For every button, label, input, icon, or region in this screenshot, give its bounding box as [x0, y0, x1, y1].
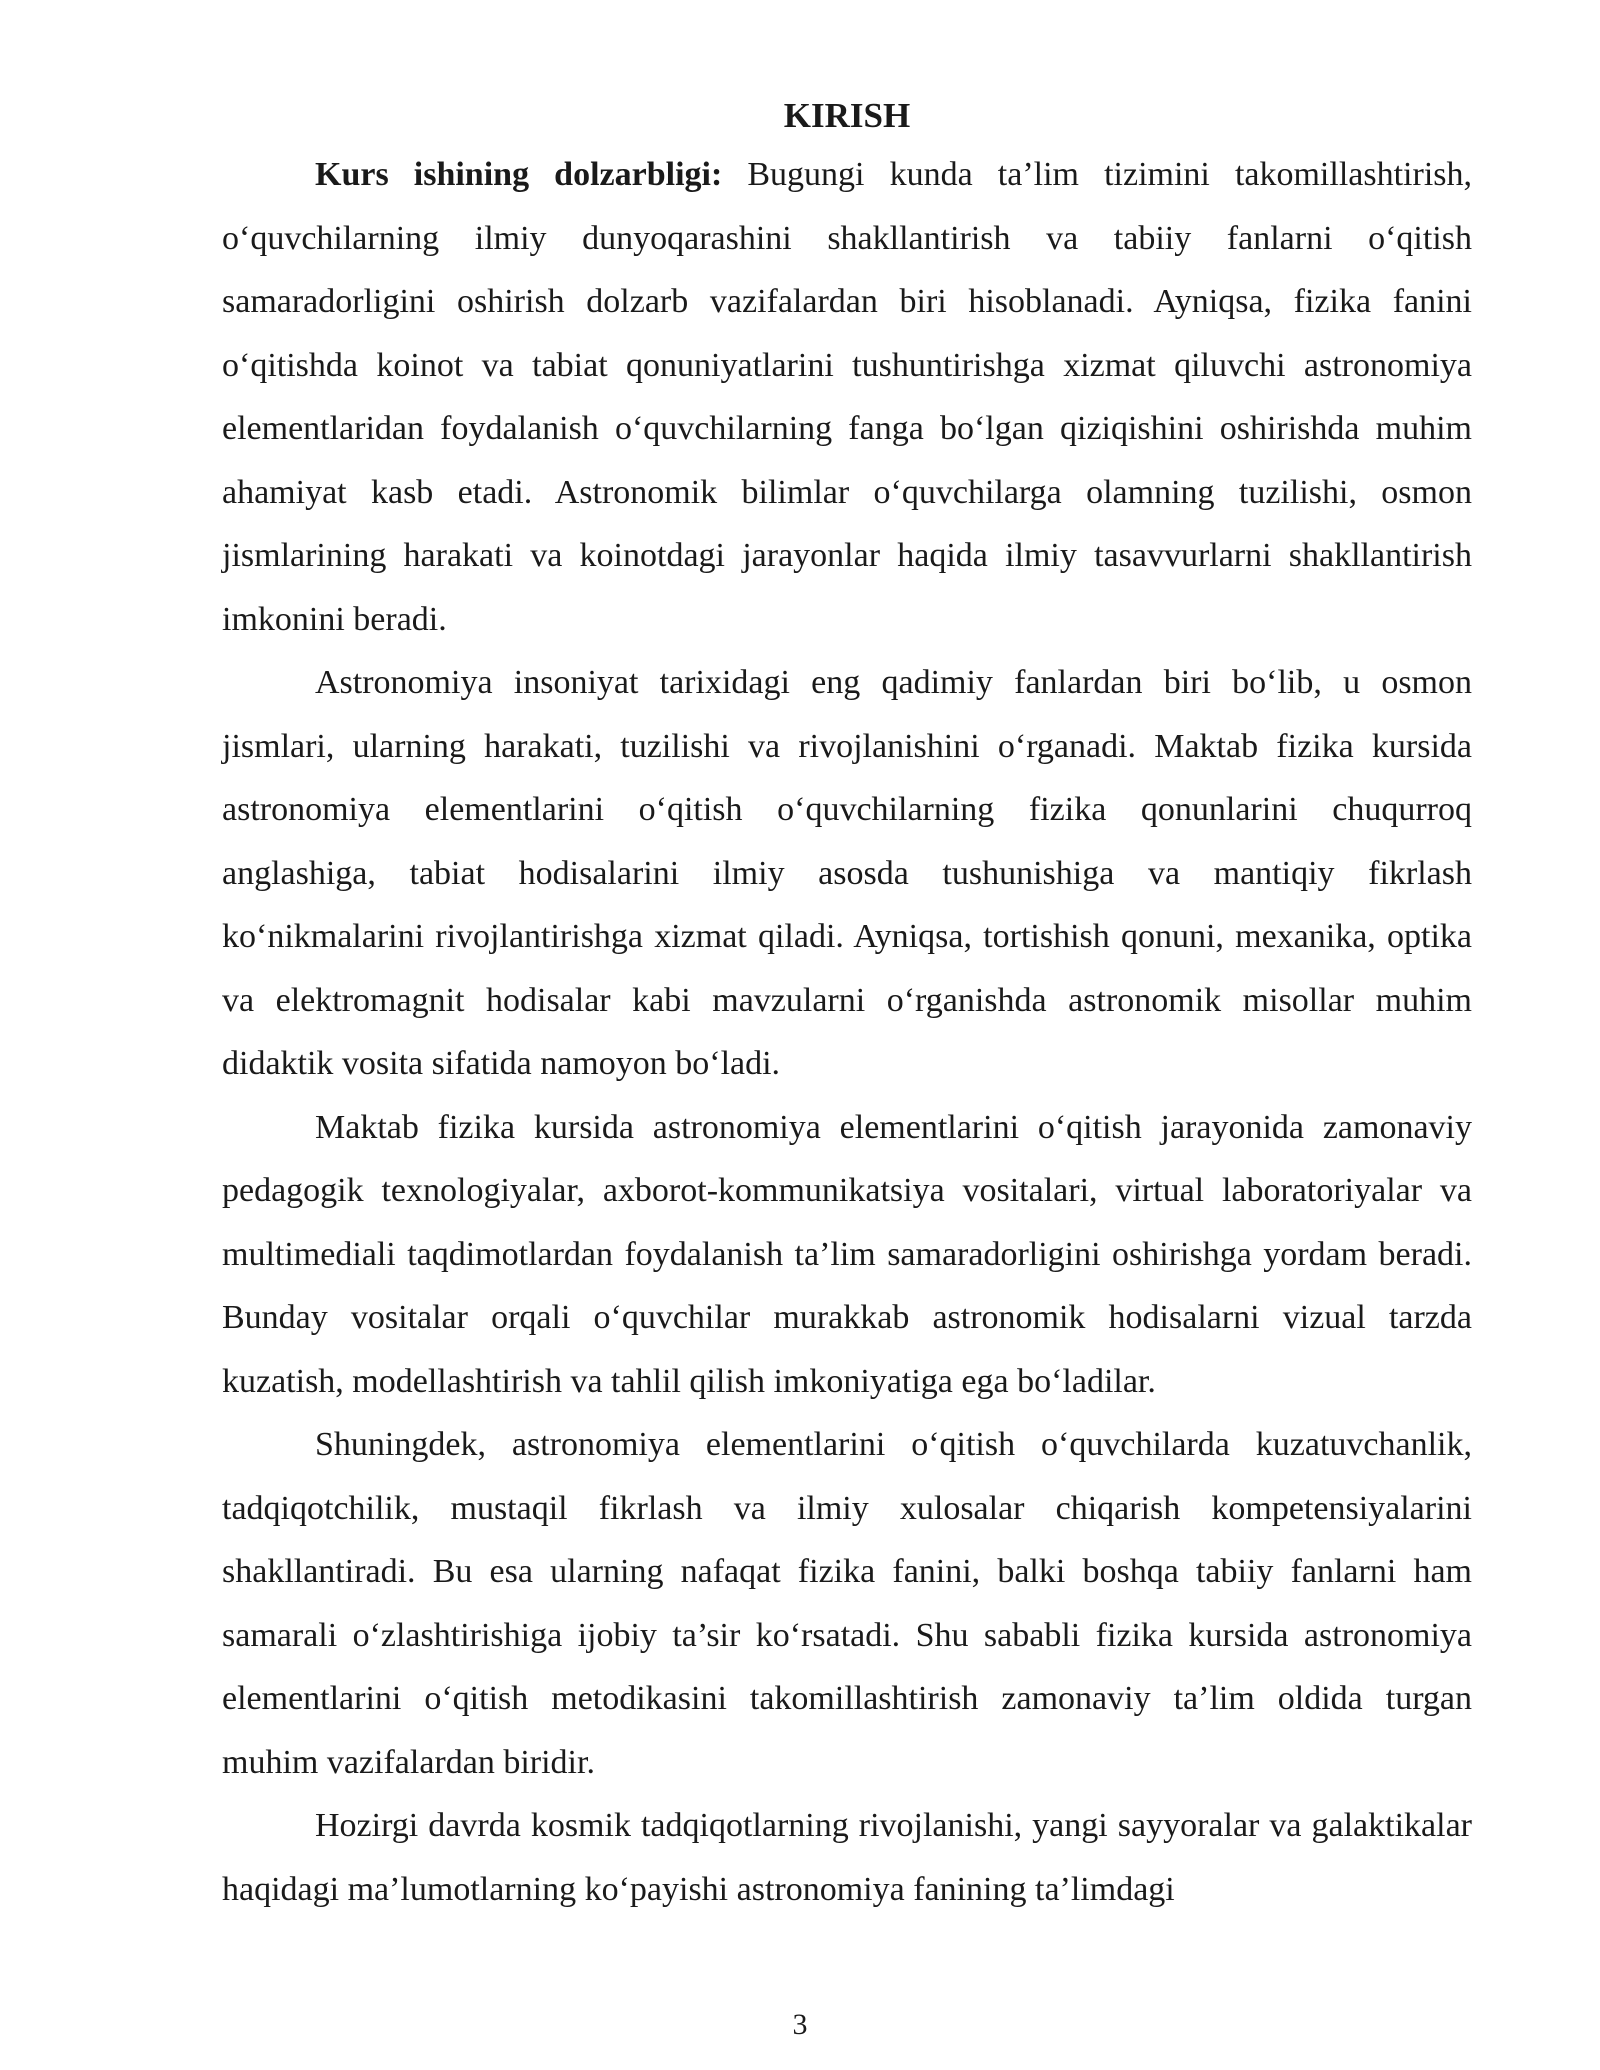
paragraph-astronomy-history: Astronomiya insoniyat tarixidagi eng qadimiy fanlardan biri bo‘lib, u osmon jismlari, ularning harakati, tuzilishi va rivojlanishini o‘rganadi. Maktab fizika kursida astronomiya elementlarini o‘qitish o‘quvchilarning fizika qonunlarini chuqurroq anglashiga, tabiat hodisalarini ilmiy asosda tushunishiga va mantiqiy fikrlash ko‘nikmalarini rivojlantirishga xizmat qiladi. Ayniqsa, tortishish qonuni, mexanika, optika va elektromagnit hodisalar kabi mavzularni o‘rganishda astronomik misollar muhim didaktik vosita sifatida namoyon bo‘ladi. [222, 664, 1472, 1082]
paragraph-lead: Kurs ishining dolzarbligi: [315, 156, 723, 193]
page-number: 3 [792, 2008, 808, 2041]
paragraph-text: Bugungi kunda ta’lim tizimini takomillashtirish, o‘quvchilarning ilmiy dunyoqarashini shakllantirish va tabiiy fanlarni o‘qitish samaradorligini oshirish dolzarb vazifalardan biri hisoblanadi. Ayniqsa, fizika fanini o‘qitishda koinot va tabiat qonuniyatlarini tushuntirishga xizmat qiluvchi astronomiya elementlaridan foydalanish o‘quvchilarning fanga bo‘lgan qiziqishini oshirishda muhim ahamiyat kasb etadi. Astronomik bilimlar o‘quvchilarga olamning tuzilishi, osmon jismlarining harakati va koinotdagi jarayonlar haqida ilmiy tasavvurlarni shakllantirish imkonini beradi. [222, 156, 1472, 638]
paragraph-competencies: Shuningdek, astronomiya elementlarini o‘qitish o‘quvchilarda kuzatuvchanlik, tadqiqotchilik, mustaqil fikrlash va ilmiy xulosalar chiqarish kompetensiyalarini shakllantiradi. Bu esa ularning nafaqat fizika fanini, balki boshqa tabiiy fanlarni ham samarali o‘zlashtirishiga ijobiy ta’sir ko‘rsatadi. Shu sababli fizika kursida astronomiya elementlarini o‘qitish metodikasini takomillashtirish zamonaviy ta’lim oldida turgan muhim vazifalardan biridir. [222, 1426, 1472, 1781]
paragraph-space-research: Hozirgi davrda kosmik tadqiqotlarning rivojlanishi, yangi sayyoralar va galaktikalar haqidagi ma’lumotlarning ko‘payishi astronomiya fanining ta’limdagi [222, 1807, 1472, 1908]
document-page [222, 88, 1472, 1921]
paragraph-technologies: Maktab fizika kursida astronomiya elementlarini o‘qitish jarayonida zamonaviy pedagogik texnologiyalar, axborot-kommunikatsiya vositalari, virtual laboratoriyalar va multimediali taqdimotlardan foydalanish ta’lim samaradorligini oshirishga yordam beradi. Bunday vositalar orqali o‘quvchilar murakkab astronomik hodisalarni vizual tarzda kuzatish, modellashtirish va tahlil qilish imkoniyatiga ega bo‘ladilar. [222, 1108, 1472, 1400]
page-title: KIRISH [783, 96, 911, 135]
paragraph-relevance [222, 143, 1472, 651]
